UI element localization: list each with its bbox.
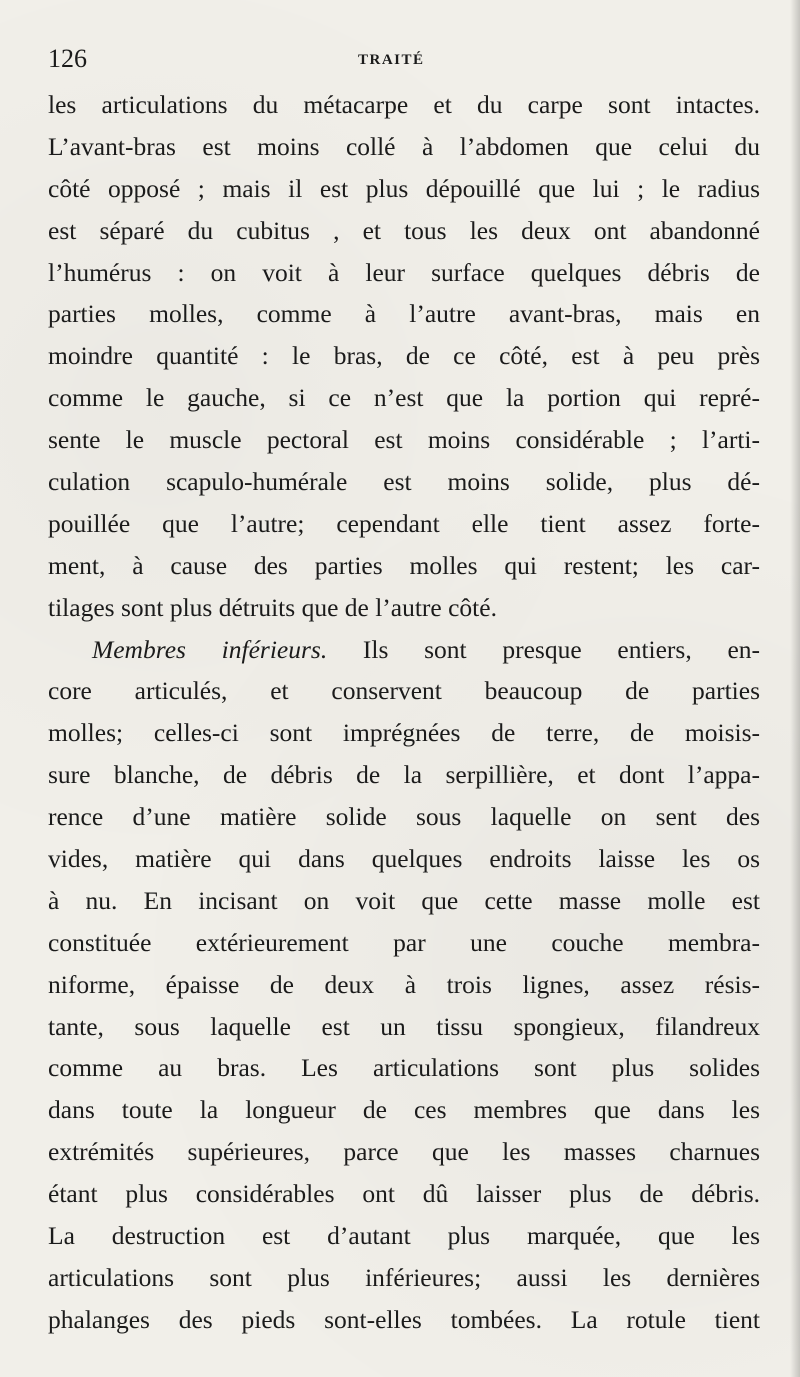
text-line: La destruction est d’autant plus marquée, que les <box>48 1221 760 1251</box>
text-line: sente le muscle pectoral est moins considérable ; l’arti- <box>48 425 760 455</box>
text-line: étant plus considérables ont dû laisser plus de débris. <box>48 1179 760 1209</box>
text-line: dans toute la longueur de ces membres que dans les <box>48 1095 760 1125</box>
text-line: extrémités supérieures, parce que les masses charnues <box>48 1137 760 1167</box>
text-fragment: Ils sont presque entiers, en- <box>327 634 760 664</box>
text-line: sure blanche, de débris de la serpillière, et dont l’appa- <box>48 760 760 790</box>
text-line: moindre quantité : le bras, de ce côté, est à peu près <box>48 341 760 371</box>
text-line: l’humérus : on voit à leur surface quelques débris de <box>48 257 760 287</box>
paragraph-2-first-line <box>48 629 760 671</box>
text-line: pouillée que l’autre; cependant elle tient assez forte- <box>48 508 760 538</box>
text-line: core articulés, et conservent beaucoup de parties <box>48 676 760 706</box>
text-line: tilages sont plus détruits que de l’autre côté. <box>48 592 497 622</box>
text-line: rence d’une matière solide sous laquelle on sent des <box>48 802 760 832</box>
text-line: tante, sous laquelle est un tissu spongieux, filandreux <box>48 1011 760 1041</box>
text-line: comme le gauche, si ce n’est que la portion qui repré- <box>48 383 760 413</box>
text-line: L’avant-bras est moins collé à l’abdomen que celui du <box>48 131 760 161</box>
page-edge-shadow <box>790 0 800 1377</box>
page-header <box>48 42 760 76</box>
text-line: constituée extérieurement par une couche membra- <box>48 927 760 957</box>
text-line: culation scapulo-humérale est moins solide, plus dé- <box>48 467 760 497</box>
text-line: les articulations du métacarpe et du carpe sont intactes. <box>48 90 760 119</box>
text-line: à nu. En incisant on voit que cette masse molle est <box>48 885 760 915</box>
text-line: comme au bras. Les articulations sont plus solides <box>48 1053 760 1083</box>
body-text <box>48 84 760 1341</box>
text-line: est séparé du cubitus , et tous les deux ont abandonné <box>48 215 760 245</box>
text-line: vides, matière qui dans quelques endroits laisse les os <box>48 844 760 874</box>
section-heading-italic: Membres inférieurs. <box>92 634 328 664</box>
text-line: articulations sont plus inférieures; aussi les dernières <box>48 1262 760 1292</box>
text-line: parties molles, comme à l’autre avant-bras, mais en <box>48 299 760 329</box>
page-number: 126 <box>48 44 87 73</box>
text-line: côté opposé ; mais il est plus dépouillé que lui ; le radius <box>48 173 760 203</box>
text-line: phalanges des pieds sont-elles tombées. La rotule tient <box>48 1304 760 1334</box>
running-head: TRAITÉ <box>358 52 425 68</box>
text-line: molles; celles-ci sont imprégnées de terre, de moisis- <box>48 718 760 748</box>
text-line: ment, à cause des parties molles qui restent; les car- <box>48 550 760 580</box>
text-line: niforme, épaisse de deux à trois lignes, assez résis- <box>48 969 760 999</box>
